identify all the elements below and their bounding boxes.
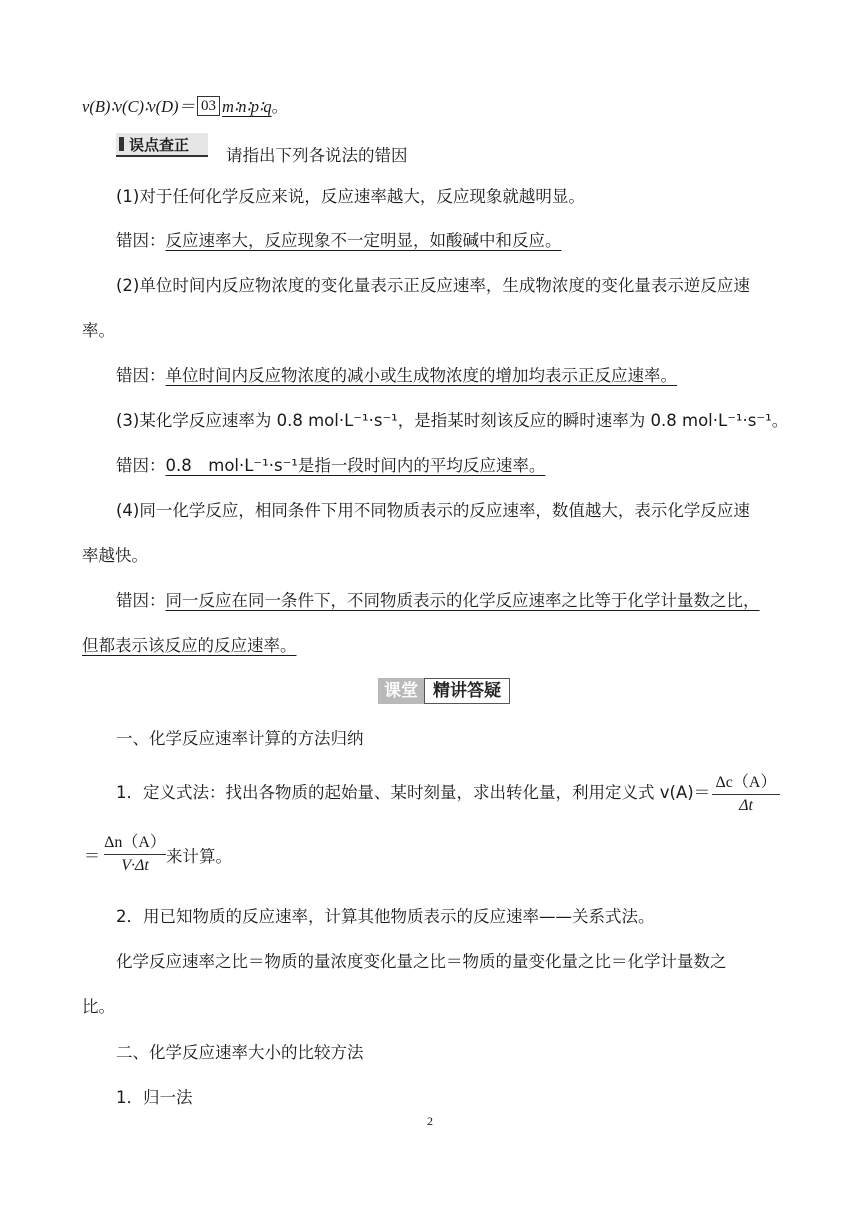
ratio-line2: 比。 [82,997,115,1016]
section-tag [378,678,510,704]
tag-bar-icon [119,137,124,151]
rate-ratio-line [82,96,288,118]
reason-prefix: 错因： [116,231,166,250]
frac2-numerator: Δn（A） [104,834,166,851]
answer-ratio: m∶n∶p∶q [222,97,272,116]
method1-tail: 来计算。 [166,846,233,866]
part1-heading: 一、化学反应速率计算的方法归纳 [116,729,364,748]
formula-line-2 [84,832,232,877]
answer-number-box: 03 [197,96,220,116]
method1-line [116,782,710,804]
method1-text: 1．定义式法：找出各物质的起始量、某时刻量，求出转化量，利用定义式 v(A)＝ [116,783,711,802]
reason-4-line2 [82,635,297,657]
reason-prefix: 错因： [116,591,166,610]
statement-3: (3)某化学反应速率为 0.8 mol·L⁻¹·s⁻¹，是指某时刻该反应的瞬时速率为 0.8 mol·L⁻¹·s⁻¹。 [116,411,789,430]
section-tag-right: 精讲答疑 [424,678,510,704]
rate-moles-fraction [104,832,166,877]
reason-2-line [116,365,677,387]
reason-4a: 同一反应在同一条件下，不同物质表示的化学反应速率之比等于化学计量数之比， [165,591,760,610]
rate-definition-fraction [712,772,780,817]
reason-prefix: 错因： [116,456,166,475]
part2-heading: 二、化学反应速率大小的比较方法 [116,1043,364,1062]
statement-2-line1: (2)单位时间内反应物浓度的变化量表示正反应速率，生成物浓度的变化量表示逆反应速 [116,276,750,295]
ratio-line1: 化学反应速率之比＝物质的量浓度变化量之比＝物质的量变化量之比＝化学计量数之 [116,952,727,971]
frac2-denominator: V·Δt [104,854,166,877]
statement-4-line1: (4)同一化学反应，相同条件下用不同物质表示的反应速率，数值越大，表示化学反应速 [116,501,750,520]
frac-denominator: Δt [712,794,780,817]
reason-3-line [116,455,545,477]
reason-3: 0.8 mol·L⁻¹·s⁻¹是指一段时间内的平均反应速率。 [165,456,546,475]
statement-4-line2: 率越快。 [82,546,148,565]
rate-expression: v(B)∶v(C)∶v(D)＝ [82,97,196,116]
error-tag-label: 误点查正 [129,135,190,154]
equals-sign: ＝ [84,848,101,865]
reason-4-line1 [116,590,760,612]
reason-1: 反应速率大，反应现象不一定明显，如酸碱中和反应。 [165,231,562,250]
reason-4b: 但都表示该反应的反应速率。 [82,636,297,655]
error-check-tag [116,133,208,157]
reason-2: 单位时间内反应物浓度的减小或生成物浓度的增加均表示正反应速率。 [165,366,677,385]
method2-text: 2．用已知物质的反应速率，计算其他物质表示的反应速率——关系式法。 [116,907,655,926]
page-number: 2 [427,1114,433,1128]
error-prompt: 请指出下列各说法的错因 [226,146,408,165]
statement-1: (1)对于任何化学反应来说，反应速率越大，反应现象就越明显。 [116,187,585,206]
period: 。 [271,97,289,116]
statement-2-line2: 率。 [82,321,115,340]
section-tag-left: 课堂 [378,678,424,704]
reason-prefix: 错因： [116,366,166,385]
reason-1-line [116,230,562,252]
part2-method1: 1．归一法 [116,1088,193,1107]
frac-numerator: Δc（A） [715,774,777,791]
